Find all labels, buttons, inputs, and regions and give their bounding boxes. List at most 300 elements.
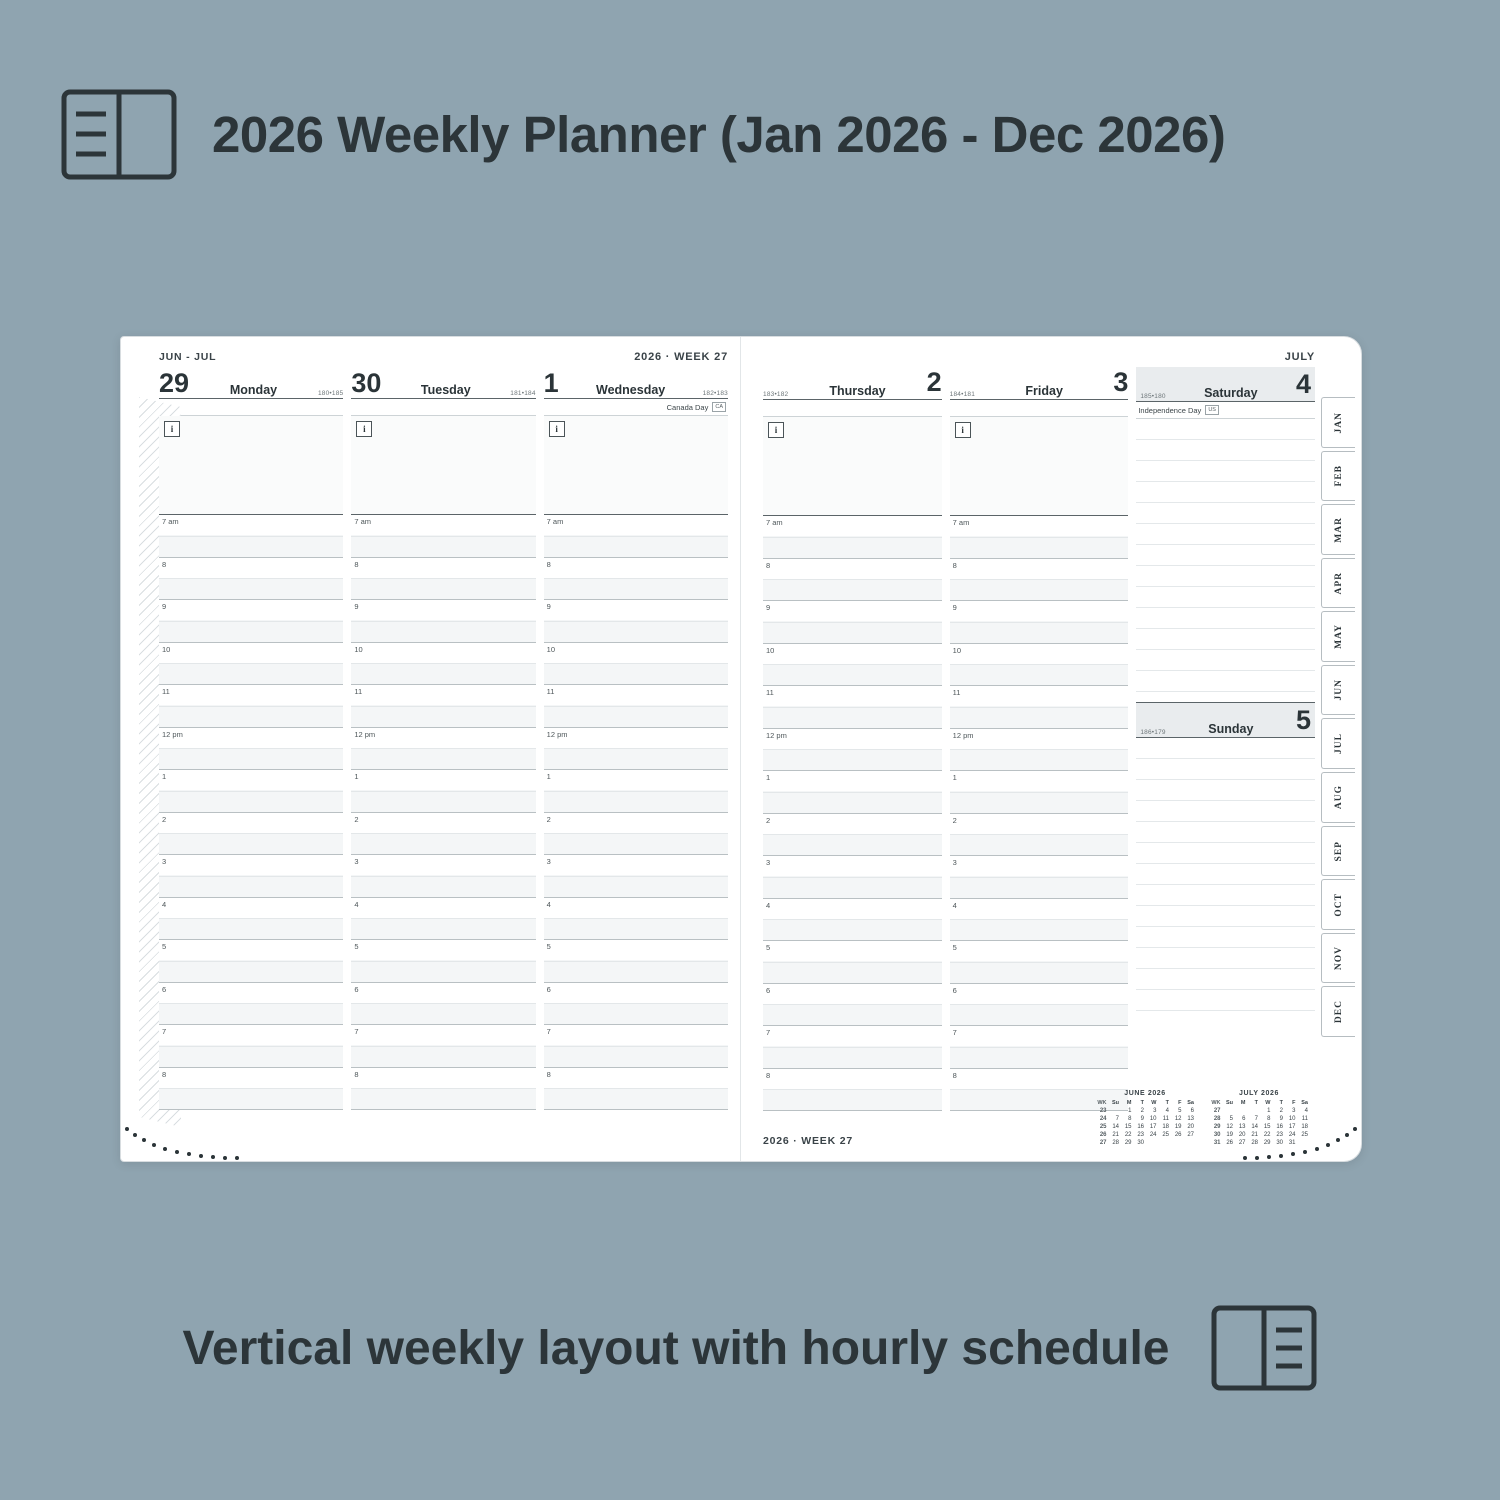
mini-day: 14 — [1112, 1124, 1119, 1130]
mini-day: 4 — [1165, 1108, 1169, 1114]
hour-slot[interactable] — [544, 898, 728, 941]
hour-slot[interactable] — [950, 644, 1129, 687]
notes-area[interactable] — [159, 416, 343, 515]
hour-label: 6 — [162, 984, 167, 994]
right-page-header — [763, 351, 1315, 363]
half-hour-line — [763, 1089, 942, 1090]
hour-slot[interactable] — [159, 898, 343, 941]
hour-label: 11 — [766, 688, 774, 697]
mini-col-header: T — [1279, 1100, 1283, 1106]
hour-slot[interactable] — [950, 899, 1129, 942]
mini-calendar-title: JULY 2026 — [1238, 1090, 1280, 1097]
hour-slot[interactable] — [351, 600, 535, 643]
half-hour-line — [351, 748, 535, 749]
half-hour-line — [351, 578, 535, 579]
mini-day: 21 — [1251, 1132, 1258, 1138]
hour-slot[interactable] — [351, 855, 535, 898]
notes-area[interactable] — [950, 417, 1129, 516]
open-book-icon — [60, 82, 178, 187]
hour-slot[interactable] — [544, 1025, 728, 1068]
hour-slot[interactable] — [763, 1069, 942, 1112]
left-day-columns — [159, 367, 728, 1110]
hour-slot[interactable] — [763, 941, 942, 984]
mini-day: 3 — [1153, 1108, 1157, 1114]
mini-day: 9 — [1140, 1116, 1144, 1122]
month-tab-feb[interactable] — [1321, 451, 1355, 502]
half-hour-line — [950, 792, 1129, 793]
mini-day: 23 — [1137, 1132, 1144, 1138]
mini-col-header: Sa — [1301, 1100, 1308, 1106]
hour-label: 12 pm — [546, 729, 568, 739]
half-hour-line — [159, 961, 343, 962]
mini-day: 1 — [1267, 1108, 1271, 1114]
page-counter: 184•181 — [949, 391, 976, 398]
hour-slot[interactable] — [544, 558, 728, 601]
right-day-columns — [763, 367, 1315, 1111]
half-hour-line — [950, 834, 1129, 835]
holiday-label: Canada Day — [666, 402, 709, 412]
hour-grid[interactable] — [351, 515, 535, 1110]
half-hour-line — [763, 877, 942, 878]
hour-slot[interactable] — [763, 984, 942, 1027]
hour-grid[interactable] — [544, 515, 728, 1110]
hour-slot[interactable] — [159, 1025, 343, 1068]
day-column-wednesday[interactable] — [544, 367, 728, 1110]
half-hour-line — [351, 1088, 535, 1089]
hour-slot[interactable] — [351, 898, 535, 941]
hour-label: 2 — [952, 815, 957, 825]
month-tab-label: JUN — [1333, 679, 1344, 701]
hour-slot[interactable] — [159, 983, 343, 1026]
info-icon: i — [549, 421, 565, 437]
hour-label: 6 — [766, 985, 771, 995]
half-hour-line — [950, 919, 1129, 920]
hour-label: 4 — [354, 899, 359, 909]
hour-label: 10 — [546, 644, 555, 654]
hour-label: 3 — [546, 857, 551, 866]
hour-label: 3 — [952, 858, 957, 867]
hour-slot[interactable] — [544, 940, 728, 983]
hour-label: 10 — [766, 645, 775, 655]
holiday-row — [763, 400, 942, 417]
hour-slot[interactable] — [351, 813, 535, 856]
hour-label: 6 — [546, 984, 551, 994]
page-title: 2026 Weekly Planner (Jan 2026 - Dec 2026) — [212, 106, 1226, 163]
day-column-monday[interactable] — [159, 367, 343, 1110]
mini-day: 8 — [1267, 1116, 1271, 1122]
half-hour-line — [351, 1046, 535, 1047]
mini-week-number: 27 — [1213, 1108, 1221, 1114]
half-hour-line — [351, 961, 535, 962]
half-hour-line — [544, 918, 728, 919]
day-column-thursday[interactable] — [763, 367, 942, 1111]
planner-spread — [120, 336, 1362, 1162]
hour-slot[interactable] — [950, 686, 1129, 729]
month-tab-aug[interactable] — [1321, 772, 1355, 823]
half-hour-line — [159, 791, 343, 792]
half-hour-line — [159, 578, 343, 579]
hour-slot[interactable] — [544, 600, 728, 643]
half-hour-line — [544, 791, 728, 792]
hour-slot[interactable] — [159, 770, 343, 813]
hour-label: 1 — [354, 772, 359, 781]
open-book-icon — [1210, 1300, 1318, 1396]
hour-label: 7 am — [766, 518, 783, 527]
month-tab-label: MAR — [1333, 516, 1344, 543]
hour-slot[interactable] — [763, 771, 942, 814]
mini-day: 29 — [1124, 1140, 1132, 1146]
hour-slot[interactable] — [763, 856, 942, 899]
month-tab-jul[interactable] — [1321, 718, 1355, 769]
half-hour-line — [544, 833, 728, 834]
day-number: 30 — [351, 368, 382, 399]
month-tab-label: SEP — [1333, 840, 1344, 862]
month-tab-oct[interactable] — [1321, 879, 1355, 930]
mini-col-header: WK — [1097, 1100, 1107, 1106]
hour-slot[interactable] — [950, 984, 1129, 1027]
hour-slot[interactable] — [351, 515, 535, 558]
hour-slot[interactable] — [950, 1026, 1129, 1069]
mini-day — [1183, 1139, 1196, 1147]
country-flag-badge: CA — [712, 402, 726, 412]
info-icon: i — [955, 422, 971, 438]
corner-dots-right — [1231, 1123, 1361, 1169]
mini-day — [1222, 1107, 1235, 1115]
week-footer-label: 2026 · WEEK 27 — [763, 1135, 853, 1147]
hour-slot[interactable] — [351, 940, 535, 983]
mini-calendar-june — [1095, 1090, 1195, 1147]
hour-label: 12 pm — [952, 730, 974, 740]
half-hour-line — [950, 962, 1129, 963]
left-month-label: JUN - JUL — [159, 351, 217, 363]
hour-slot[interactable] — [159, 855, 343, 898]
mini-day: 18 — [1301, 1124, 1308, 1130]
hour-label: 3 — [162, 857, 167, 866]
mini-day: 9 — [1279, 1116, 1283, 1122]
hour-label: 1 — [162, 772, 167, 781]
half-hour-line — [351, 1003, 535, 1004]
mini-col-header: Su — [1225, 1100, 1233, 1106]
hour-slot[interactable] — [763, 644, 942, 687]
half-hour-line — [763, 749, 942, 750]
mini-day: 26 — [1226, 1140, 1233, 1146]
month-tab-label: DEC — [1333, 1000, 1344, 1024]
mini-day: 5 — [1178, 1108, 1182, 1114]
hour-grid[interactable] — [950, 516, 1129, 1111]
half-hour-line — [544, 536, 728, 537]
mini-col-header: Sa — [1187, 1100, 1194, 1106]
half-hour-line — [159, 1088, 343, 1089]
mini-day — [1158, 1139, 1171, 1147]
mini-day: 25 — [1301, 1132, 1308, 1138]
day-name: Sunday — [1208, 722, 1254, 736]
mini-day: 7 — [1115, 1116, 1119, 1122]
half-hour-line — [763, 792, 942, 793]
hour-slot[interactable] — [950, 601, 1129, 644]
hour-label: 12 pm — [766, 730, 787, 740]
planner-left-page — [121, 337, 741, 1161]
page-counter: 183•182 — [763, 391, 789, 398]
half-hour-line — [159, 1003, 343, 1004]
hour-slot[interactable] — [950, 516, 1129, 559]
mini-day: 24 — [1149, 1132, 1157, 1138]
hour-label: 5 — [162, 942, 167, 951]
holiday-row — [159, 399, 343, 416]
holiday-row — [1136, 402, 1315, 419]
mini-col-header: T — [1254, 1100, 1258, 1106]
mini-week-number: 25 — [1099, 1124, 1107, 1130]
mini-week-number: 31 — [1213, 1140, 1221, 1146]
half-hour-line — [950, 877, 1129, 878]
sunday-writing-area[interactable] — [1136, 738, 1315, 1028]
mini-day — [1145, 1139, 1158, 1147]
hour-label: 2 — [766, 815, 771, 825]
day-column-tuesday[interactable] — [351, 367, 535, 1110]
mini-day: 29 — [1263, 1140, 1271, 1146]
half-hour-line — [544, 663, 728, 664]
half-hour-line — [159, 536, 343, 537]
mini-week-row — [1095, 1139, 1195, 1147]
mini-day: 22 — [1124, 1132, 1132, 1138]
corner-dots-left — [121, 1123, 251, 1169]
hour-label: 7 am — [162, 517, 179, 526]
mini-day — [1108, 1107, 1121, 1115]
day-number: 29 — [159, 368, 190, 399]
hour-slot[interactable] — [159, 728, 343, 771]
header — [60, 82, 1225, 187]
hour-label: 1 — [546, 772, 551, 781]
mini-day: 31 — [1288, 1140, 1296, 1146]
month-tab-dec[interactable] — [1321, 986, 1355, 1037]
month-tab-jan[interactable] — [1321, 397, 1355, 448]
half-hour-line — [950, 537, 1129, 538]
day-number: 5 — [1295, 705, 1312, 735]
day-header — [763, 367, 942, 400]
mini-col-header: F — [1292, 1100, 1296, 1106]
hour-label: 3 — [354, 857, 359, 866]
half-hour-line — [159, 663, 343, 664]
hour-label: 6 — [952, 985, 957, 995]
hour-label: 11 — [952, 688, 961, 697]
month-tab-sep[interactable] — [1321, 826, 1355, 877]
hour-slot[interactable] — [950, 814, 1129, 857]
half-hour-line — [763, 579, 942, 580]
hour-slot[interactable] — [950, 771, 1129, 814]
hour-slot[interactable] — [544, 728, 728, 771]
hour-slot[interactable] — [159, 600, 343, 643]
mini-calendar-table — [1095, 1099, 1195, 1147]
mini-day: 13 — [1238, 1124, 1246, 1130]
hour-label: 4 — [766, 900, 771, 910]
month-tab-strip — [1321, 397, 1355, 1037]
hour-slot[interactable] — [351, 685, 535, 728]
hour-slot[interactable] — [351, 643, 535, 686]
hour-grid[interactable] — [763, 516, 942, 1111]
hour-slot[interactable] — [763, 814, 942, 857]
hour-slot[interactable] — [763, 1026, 942, 1069]
hour-slot[interactable] — [763, 899, 942, 942]
day-header — [351, 367, 535, 399]
hour-slot[interactable] — [351, 1068, 535, 1111]
half-hour-line — [159, 706, 343, 707]
left-page-header — [159, 351, 728, 363]
hour-slot[interactable] — [159, 515, 343, 558]
mini-col-header: T — [1140, 1100, 1144, 1106]
hour-label: 4 — [546, 899, 551, 909]
half-hour-line — [950, 749, 1129, 750]
mini-day: 28 — [1251, 1140, 1258, 1146]
mini-col-header: W — [1151, 1100, 1157, 1106]
half-hour-line — [544, 1046, 728, 1047]
half-hour-line — [763, 919, 942, 920]
notes-area[interactable] — [763, 417, 942, 516]
half-hour-line — [950, 707, 1129, 708]
hour-slot[interactable] — [763, 729, 942, 772]
mini-day: 23 — [1276, 1132, 1283, 1138]
hour-label: 5 — [354, 942, 359, 951]
saturday-writing-area[interactable] — [1136, 419, 1315, 703]
half-hour-line — [763, 834, 942, 835]
mini-col-header: F — [1178, 1100, 1182, 1106]
half-hour-line — [544, 1088, 728, 1089]
hour-slot[interactable] — [159, 1068, 343, 1111]
day-name: Tuesday — [420, 383, 471, 397]
month-tab-label: FEB — [1333, 465, 1344, 487]
hour-slot[interactable] — [544, 685, 728, 728]
hour-label: 11 — [162, 687, 170, 696]
hour-label: 8 — [546, 559, 551, 569]
hour-slot[interactable] — [950, 729, 1129, 772]
notes-area[interactable] — [351, 416, 535, 515]
planner-right-page — [741, 337, 1361, 1161]
mini-day — [1247, 1107, 1260, 1115]
month-tab-label: AUG — [1333, 785, 1344, 810]
month-tab-nov[interactable] — [1321, 933, 1355, 984]
hour-slot[interactable] — [544, 813, 728, 856]
hour-label: 4 — [952, 900, 957, 910]
hour-label: 7 am — [546, 517, 564, 526]
mini-day: 6 — [1242, 1116, 1246, 1122]
hour-slot[interactable] — [544, 643, 728, 686]
half-hour-line — [159, 1046, 343, 1047]
hour-label: 10 — [162, 644, 171, 654]
hour-slot[interactable] — [544, 515, 728, 558]
hour-slot[interactable] — [544, 855, 728, 898]
mini-day: 19 — [1226, 1132, 1233, 1138]
hour-slot[interactable] — [763, 686, 942, 729]
hour-label: 5 — [546, 942, 551, 951]
half-hour-line — [351, 918, 535, 919]
month-tab-label: APR — [1333, 571, 1344, 595]
day-name: Thursday — [829, 384, 886, 398]
hour-slot[interactable] — [351, 728, 535, 771]
mini-col-header: W — [1265, 1100, 1271, 1106]
hour-label: 12 pm — [162, 729, 183, 739]
hour-slot[interactable] — [159, 643, 343, 686]
mini-day: 30 — [1137, 1140, 1144, 1146]
mini-day: 1 — [1128, 1108, 1132, 1114]
hour-slot[interactable] — [950, 941, 1129, 984]
hour-slot[interactable] — [351, 558, 535, 601]
hour-slot[interactable] — [159, 558, 343, 601]
hour-slot[interactable] — [763, 516, 942, 559]
mini-week-number: 30 — [1213, 1132, 1221, 1138]
hour-slot[interactable] — [159, 940, 343, 983]
hour-slot[interactable] — [159, 685, 343, 728]
hour-slot[interactable] — [544, 983, 728, 1026]
hour-label: 6 — [354, 984, 359, 994]
half-hour-line — [763, 962, 942, 963]
hour-label: 7 — [354, 1027, 359, 1036]
mini-day: 12 — [1226, 1124, 1233, 1130]
month-tab-mar[interactable] — [1321, 504, 1355, 555]
hour-slot[interactable] — [544, 770, 728, 813]
hour-slot[interactable] — [159, 813, 343, 856]
hour-label: 1 — [952, 773, 957, 782]
mini-day: 30 — [1276, 1140, 1283, 1146]
hour-label: 12 pm — [354, 729, 376, 739]
hour-grid[interactable] — [159, 515, 343, 1110]
hour-slot[interactable] — [763, 559, 942, 602]
mini-day: 6 — [1190, 1108, 1194, 1114]
mini-day: 2 — [1279, 1108, 1283, 1114]
hour-label: 8 — [766, 560, 771, 570]
hour-slot[interactable] — [763, 601, 942, 644]
mini-calendar-title: JUNE 2026 — [1124, 1090, 1166, 1097]
day-header-sunday — [1136, 703, 1315, 738]
hour-label: 7 — [952, 1028, 957, 1037]
hour-slot[interactable] — [351, 983, 535, 1026]
hour-slot[interactable] — [544, 1068, 728, 1111]
mini-col-header: Su — [1111, 1100, 1119, 1106]
country-flag-badge: US — [1205, 405, 1219, 415]
month-tab-label: OCT — [1333, 892, 1344, 917]
hour-slot[interactable] — [351, 1025, 535, 1068]
half-hour-line — [763, 1047, 942, 1048]
half-hour-line — [763, 622, 942, 623]
half-hour-line — [159, 918, 343, 919]
day-column-friday[interactable] — [950, 367, 1129, 1111]
month-tab-jun[interactable] — [1321, 665, 1355, 716]
hour-slot[interactable] — [950, 856, 1129, 899]
hour-label: 8 — [546, 1069, 551, 1079]
mini-day: 5 — [1229, 1116, 1233, 1122]
day-header — [544, 367, 728, 399]
month-tab-label: JAN — [1333, 411, 1344, 434]
hour-label: 3 — [766, 858, 771, 867]
half-hour-line — [950, 664, 1129, 665]
half-hour-line — [544, 1003, 728, 1004]
month-tab-apr[interactable] — [1321, 558, 1355, 609]
hour-label: 8 — [354, 1069, 359, 1079]
half-hour-line — [950, 1047, 1129, 1048]
mini-week-number: 27 — [1099, 1140, 1107, 1146]
hour-slot[interactable] — [950, 559, 1129, 602]
day-name: Friday — [1025, 384, 1063, 398]
hour-slot[interactable] — [351, 770, 535, 813]
mini-week-row — [1095, 1107, 1195, 1115]
month-tab-may[interactable] — [1321, 611, 1355, 662]
mini-day: 10 — [1288, 1116, 1296, 1122]
mini-day: 14 — [1251, 1124, 1258, 1130]
hour-label: 8 — [354, 559, 359, 569]
day-column-weekend[interactable] — [1136, 367, 1315, 1111]
hour-label: 4 — [162, 899, 167, 909]
mini-day: 4 — [1304, 1108, 1308, 1114]
mini-week-number: 28 — [1213, 1116, 1221, 1122]
notes-area[interactable] — [544, 416, 728, 515]
mini-day: 11 — [1162, 1116, 1169, 1122]
